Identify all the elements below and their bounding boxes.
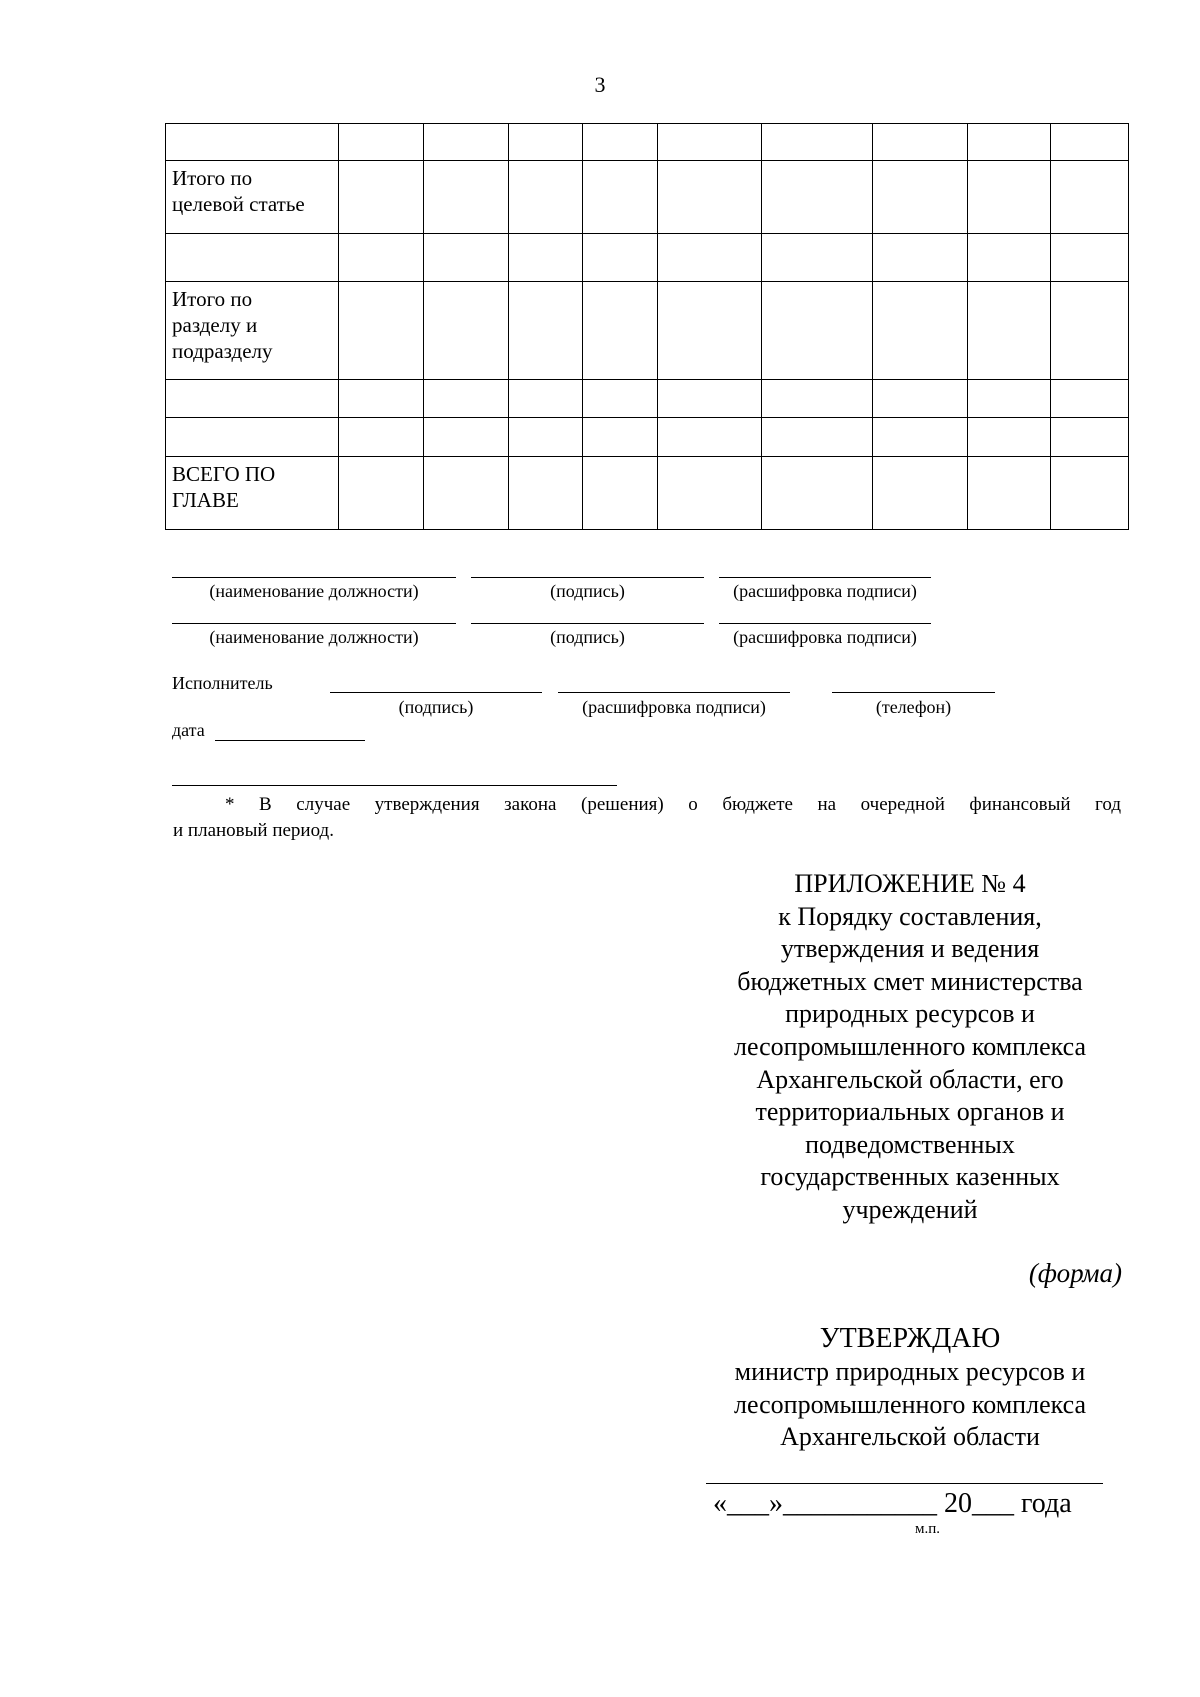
table-row bbox=[166, 282, 1129, 380]
appendix-line: утверждения и ведения bbox=[780, 934, 1040, 964]
signature-caption-1: (подпись) bbox=[550, 581, 625, 601]
form-label: (форма) bbox=[1028, 1258, 1122, 1288]
appendix-line: природных ресурсов и bbox=[785, 999, 1035, 1029]
signature-caption-2: (подпись) bbox=[550, 627, 625, 647]
table-row bbox=[166, 457, 1129, 530]
approval-signature-line[interactable] bbox=[706, 1483, 1103, 1484]
signature-line-2[interactable] bbox=[471, 623, 704, 624]
appendix-block bbox=[690, 868, 1130, 1227]
executor-decoding-caption: (расшифровка подписи) bbox=[582, 697, 766, 717]
table-row bbox=[166, 418, 1129, 457]
executor-decoding-line[interactable] bbox=[558, 692, 790, 693]
approval-block bbox=[690, 1322, 1130, 1454]
table-row bbox=[166, 380, 1129, 418]
budget-table bbox=[165, 123, 1129, 530]
row-label bbox=[166, 380, 339, 418]
decoding-caption-1: (расшифровка подписи) bbox=[733, 581, 917, 601]
executor-phone-line[interactable] bbox=[832, 692, 995, 693]
executor-signature-caption: (подпись) bbox=[398, 697, 474, 717]
executor-signature-line[interactable] bbox=[330, 692, 542, 693]
decoding-caption-2: (расшифровка подписи) bbox=[733, 627, 917, 647]
signature-line-1[interactable] bbox=[471, 577, 704, 578]
approval-heading: УТВЕРЖДАЮ bbox=[819, 1323, 1001, 1354]
appendix-title: ПРИЛОЖЕНИЕ № 4 bbox=[794, 869, 1026, 898]
date-line[interactable] bbox=[215, 740, 365, 741]
table-body bbox=[166, 124, 1129, 530]
position-line-2[interactable] bbox=[172, 623, 456, 624]
position-caption-1: (наименование должности) bbox=[209, 581, 419, 601]
row-label-chapter-total: ВСЕГО ПО ГЛАВЕ bbox=[166, 457, 339, 530]
appendix-line: бюджетных смет министерства bbox=[737, 966, 1083, 996]
appendix-line: к Порядку составления, bbox=[778, 901, 1042, 931]
position-line-1[interactable] bbox=[172, 577, 456, 578]
table-row bbox=[166, 124, 1129, 161]
approval-line: лесопромышленного комплекса bbox=[733, 1389, 1086, 1419]
appendix-line: Архангельской области, его bbox=[756, 1064, 1064, 1094]
approval-line: Архангельской области bbox=[780, 1422, 1040, 1452]
row-label bbox=[166, 234, 339, 282]
decoding-line-2[interactable] bbox=[719, 623, 931, 624]
approval-line: министр природных ресурсов и bbox=[734, 1357, 1086, 1386]
table-row bbox=[166, 234, 1129, 282]
footnote-separator bbox=[172, 785, 617, 786]
appendix-line: подведомственных bbox=[805, 1129, 1015, 1159]
decoding-line-1[interactable] bbox=[719, 577, 931, 578]
appendix-line: лесопромышленного комплекса bbox=[733, 1031, 1086, 1061]
appendix-line: государственных казенных bbox=[760, 1162, 1060, 1192]
appendix-line: территориальных органов и bbox=[755, 1097, 1065, 1127]
row-label bbox=[166, 124, 339, 161]
footnote-line-2: и плановый период. bbox=[173, 820, 334, 841]
appendix-line: учреждений bbox=[842, 1194, 978, 1224]
page-number: 3 bbox=[594, 72, 606, 97]
footnote bbox=[173, 792, 1121, 844]
table-row bbox=[166, 161, 1129, 234]
approval-date: «___»___________ 20___ года bbox=[713, 1488, 1072, 1519]
stamp-place: м.п. bbox=[915, 1521, 941, 1537]
position-caption-2: (наименование должности) bbox=[209, 627, 419, 647]
executor-label: Исполнитель bbox=[172, 673, 273, 693]
row-label bbox=[166, 418, 339, 457]
row-label-target-total: Итого по целевой статье bbox=[166, 161, 339, 234]
footnote-line-1: * В случае утверждения закона (решения) о бюджете на очередной финансовый год bbox=[225, 794, 1121, 815]
row-label-section-total: Итого по разделу и подразделу bbox=[166, 282, 339, 380]
executor-phone-caption: (телефон) bbox=[875, 697, 952, 717]
date-label: дата bbox=[172, 720, 205, 740]
